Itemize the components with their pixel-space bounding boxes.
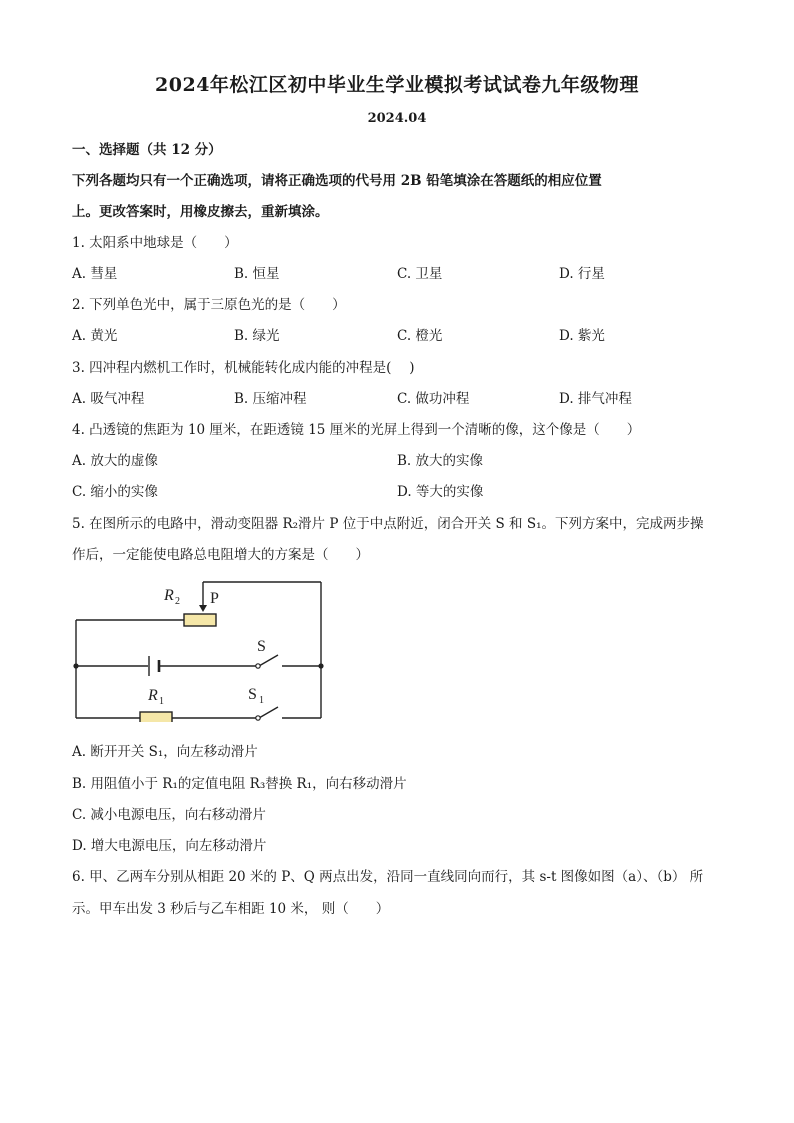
label-r2-sub: 2: [175, 596, 180, 607]
switch-s-blade: [259, 655, 278, 666]
question-4-option-a: A. 放大的虚像: [72, 453, 158, 469]
question-2-option-a: A. 黄光: [72, 328, 118, 344]
junction-left: [73, 663, 78, 668]
question-2-option-c: C. 橙光: [397, 328, 443, 344]
label-r1: R: [148, 687, 158, 704]
question-5-option-a: A. 断开开关 S₁，向左移动滑片: [72, 744, 258, 760]
label-s: S: [257, 638, 266, 655]
question-2-option-d: D. 紫光: [559, 328, 605, 344]
question-5-option-c: C. 减小电源电压，向右移动滑片: [72, 807, 266, 823]
label-p: P: [210, 590, 219, 607]
resistor-r2: [184, 614, 216, 626]
question-3-option-d: D. 排气冲程: [559, 391, 632, 407]
junction-right: [318, 663, 323, 668]
instruction-line-1: 下列各题均只有一个正确选项，请将正确选项的代号用 2B 铅笔填涂在答题纸的相应位置: [72, 173, 602, 189]
section-heading: 一、选择题（共 12 分）: [72, 142, 222, 158]
question-1-option-b: B. 恒星: [234, 266, 280, 282]
question-1-option-d: D. 行星: [559, 266, 605, 282]
question-4-option-b: B. 放大的实像: [397, 453, 484, 469]
question-4-option-d: D. 等大的实像: [397, 484, 484, 500]
page-title: 2024年松江区初中毕业生学业模拟考试试卷九年级物理: [155, 74, 639, 96]
question-5-option-d: D. 增大电源电压，向左移动滑片: [72, 838, 267, 854]
switch-s1-contact: [256, 716, 260, 720]
label-r2: R: [164, 587, 174, 604]
question-1-option-a: A. 彗星: [72, 266, 118, 282]
label-s1: S: [248, 686, 257, 703]
slider-arrow-icon: [199, 605, 207, 612]
question-3-option-b: B. 压缩冲程: [234, 391, 307, 407]
circuit-diagram: [60, 572, 340, 722]
label-s1-sub: 1: [259, 695, 264, 706]
question-5-stem-line-1: 5. 在图所示的电路中，滑动变阻器 R₂滑片 P 位于中点附近，闭合开关 S 和 S₁。下列方案中，完成两步操: [72, 516, 704, 532]
question-6-stem-line-2: 示。甲车出发 3 秒后与乙车相距 10 米， 则（ ）: [72, 901, 390, 917]
question-1-option-c: C. 卫星: [397, 266, 443, 282]
question-4-option-c: C. 缩小的实像: [72, 484, 158, 500]
question-5-stem-line-2: 作后，一定能使电路总电阻增大的方案是（ ）: [72, 547, 369, 563]
resistor-r1: [140, 712, 172, 722]
label-r1-sub: 1: [159, 696, 164, 707]
question-2-option-b: B. 绿光: [234, 328, 280, 344]
question-6-stem-line-1: 6. 甲、乙两车分别从相距 20 米的 P、Q 两点出发，沿同一直线同向而行，其 s-t 图像如图（a）、（b） 所: [72, 869, 704, 885]
question-5-option-b: B. 用阻值小于 R₁的定值电阻 R₃替换 R₁，向右移动滑片: [72, 776, 407, 792]
question-4-stem: 4. 凸透镜的焦距为 10 厘米，在距透镜 15 厘米的光屏上得到一个清晰的像，这个像是（ ）: [72, 422, 641, 438]
question-1-stem: 1. 太阳系中地球是（ ）: [72, 235, 238, 251]
exam-date: 2024.04: [367, 111, 427, 126]
question-3-stem: 3. 四冲程内燃机工作时，机械能转化成内能的冲程是( ): [72, 360, 415, 376]
switch-s-contact: [256, 664, 260, 668]
question-3-option-c: C. 做功冲程: [397, 391, 470, 407]
question-3-option-a: A. 吸气冲程: [72, 391, 145, 407]
instruction-line-2: 上。更改答案时，用橡皮擦去，重新填涂。: [72, 204, 329, 220]
switch-s1-blade: [259, 707, 278, 718]
question-2-stem: 2. 下列单色光中，属于三原色光的是（ ）: [72, 297, 346, 313]
